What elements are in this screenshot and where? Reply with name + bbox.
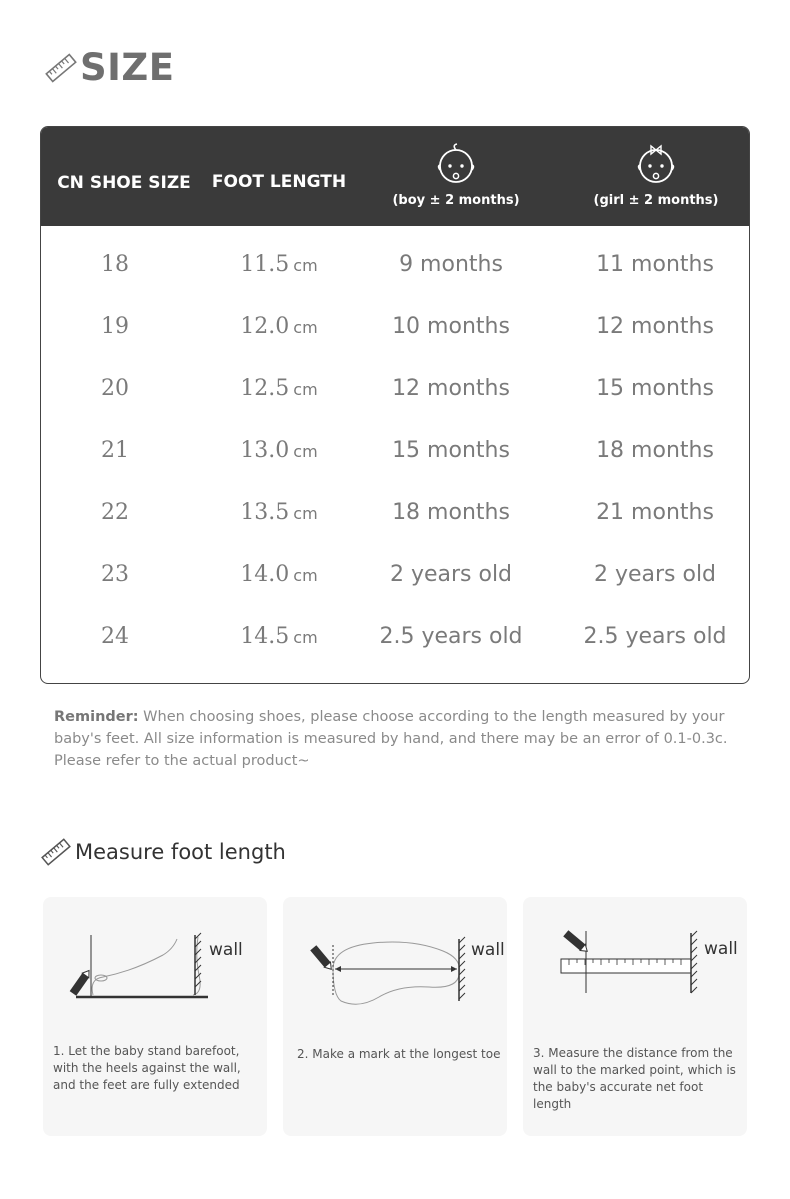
cell-shoe-size: 23	[101, 562, 129, 587]
length-value: 14.0	[240, 562, 290, 587]
ruler-icon	[40, 836, 72, 868]
table-header	[41, 127, 749, 226]
cell-shoe-size: 21	[101, 438, 129, 463]
cell-foot-length	[207, 296, 351, 359]
page-title: SIZE	[80, 46, 175, 89]
table-row	[41, 606, 749, 668]
cell-foot-length	[207, 606, 351, 669]
cell-boy-age: 12 months	[392, 376, 510, 401]
step-text-3: 3. Measure the distance from the wall to the marked point, which is the baby's accurate net foot length	[533, 1046, 736, 1111]
size-table	[40, 126, 750, 684]
length-value: 12.5	[240, 376, 290, 401]
step-card-1	[43, 897, 267, 1136]
length-value: 13.5	[240, 500, 290, 525]
cell-girl-age: 18 months	[596, 438, 714, 463]
ruler-icon	[44, 51, 78, 85]
measure-title: Measure foot length	[75, 840, 286, 864]
girl-age-label: (girl ± 2 months)	[593, 193, 719, 208]
step3-diagram	[523, 917, 747, 1027]
cell-girl-age: 21 months	[596, 500, 714, 525]
length-unit: cm	[293, 380, 318, 399]
cell-girl-age: 2 years old	[593, 562, 717, 587]
cell-girl-age: 15 months	[596, 376, 714, 401]
length-unit: cm	[293, 504, 318, 523]
wall-label: wall	[704, 939, 738, 959]
header-girl-age	[561, 143, 750, 208]
cell-foot-length	[207, 420, 351, 483]
reminder-label: Reminder:	[54, 709, 139, 725]
cell-boy-age: 15 months	[392, 438, 510, 463]
cell-girl-age: 11 months	[596, 252, 714, 277]
step-text-2: 2. Make a mark at the longest toe	[297, 1047, 501, 1061]
baby-girl-face-icon	[635, 143, 677, 185]
length-unit: cm	[293, 318, 318, 337]
step2-diagram	[283, 917, 507, 1027]
step-text-1: 1. Let the baby stand barefoot, with the heels against the wall, and the feet are fully extended	[53, 1044, 241, 1092]
table-row	[41, 420, 749, 482]
reminder-text: When choosing shoes, please choose according to the length measured by your baby's feet. All size information is measured by hand, and there may be an error of 0.1-0.3c. Please refer to the actual product~	[54, 709, 728, 769]
pencil-icon	[310, 945, 334, 972]
length-unit: cm	[293, 442, 318, 461]
length-value: 11.5	[240, 252, 290, 277]
cell-shoe-size: 20	[101, 376, 129, 401]
table-row	[41, 358, 749, 420]
table-row	[41, 234, 749, 296]
length-value: 13.0	[240, 438, 290, 463]
header-shoe-size: CN SHOE SIZE	[57, 173, 191, 193]
cell-shoe-size: 22	[101, 500, 129, 525]
cell-foot-length	[207, 544, 351, 607]
cell-shoe-size: 18	[101, 252, 129, 277]
table-row	[41, 544, 749, 606]
cell-foot-length	[207, 234, 351, 297]
baby-boy-face-icon	[435, 143, 477, 185]
table-body	[41, 234, 749, 668]
size-heading	[44, 46, 175, 89]
reminder-note	[54, 706, 744, 772]
length-unit: cm	[293, 256, 318, 275]
cell-boy-age: 18 months	[392, 500, 510, 525]
table-row	[41, 482, 749, 544]
step1-diagram	[43, 917, 267, 1027]
measure-heading	[40, 836, 286, 868]
cell-foot-length	[207, 358, 351, 421]
length-value: 12.0	[240, 314, 290, 339]
step-card-3	[523, 897, 747, 1136]
header-boy-age	[361, 143, 551, 208]
length-unit: cm	[293, 628, 318, 647]
header-foot-length: FOOT LENGTH	[211, 172, 347, 192]
table-row	[41, 296, 749, 358]
pencil-icon	[70, 968, 93, 996]
length-value: 14.5	[240, 624, 290, 649]
wall-label: wall	[471, 940, 505, 960]
step-card-2	[283, 897, 507, 1136]
cell-boy-age: 2.5 years old	[379, 624, 523, 649]
boy-age-label: (boy ± 2 months)	[392, 193, 520, 208]
cell-shoe-size: 24	[101, 624, 129, 649]
cell-girl-age: 2.5 years old	[583, 624, 727, 649]
cell-boy-age: 10 months	[392, 314, 510, 339]
cell-girl-age: 12 months	[596, 314, 714, 339]
cell-foot-length	[207, 482, 351, 545]
cell-boy-age: 2 years old	[389, 562, 513, 587]
length-unit: cm	[293, 566, 318, 585]
cell-boy-age: 9 months	[399, 252, 503, 277]
cell-shoe-size: 19	[101, 314, 129, 339]
wall-label: wall	[209, 940, 243, 960]
